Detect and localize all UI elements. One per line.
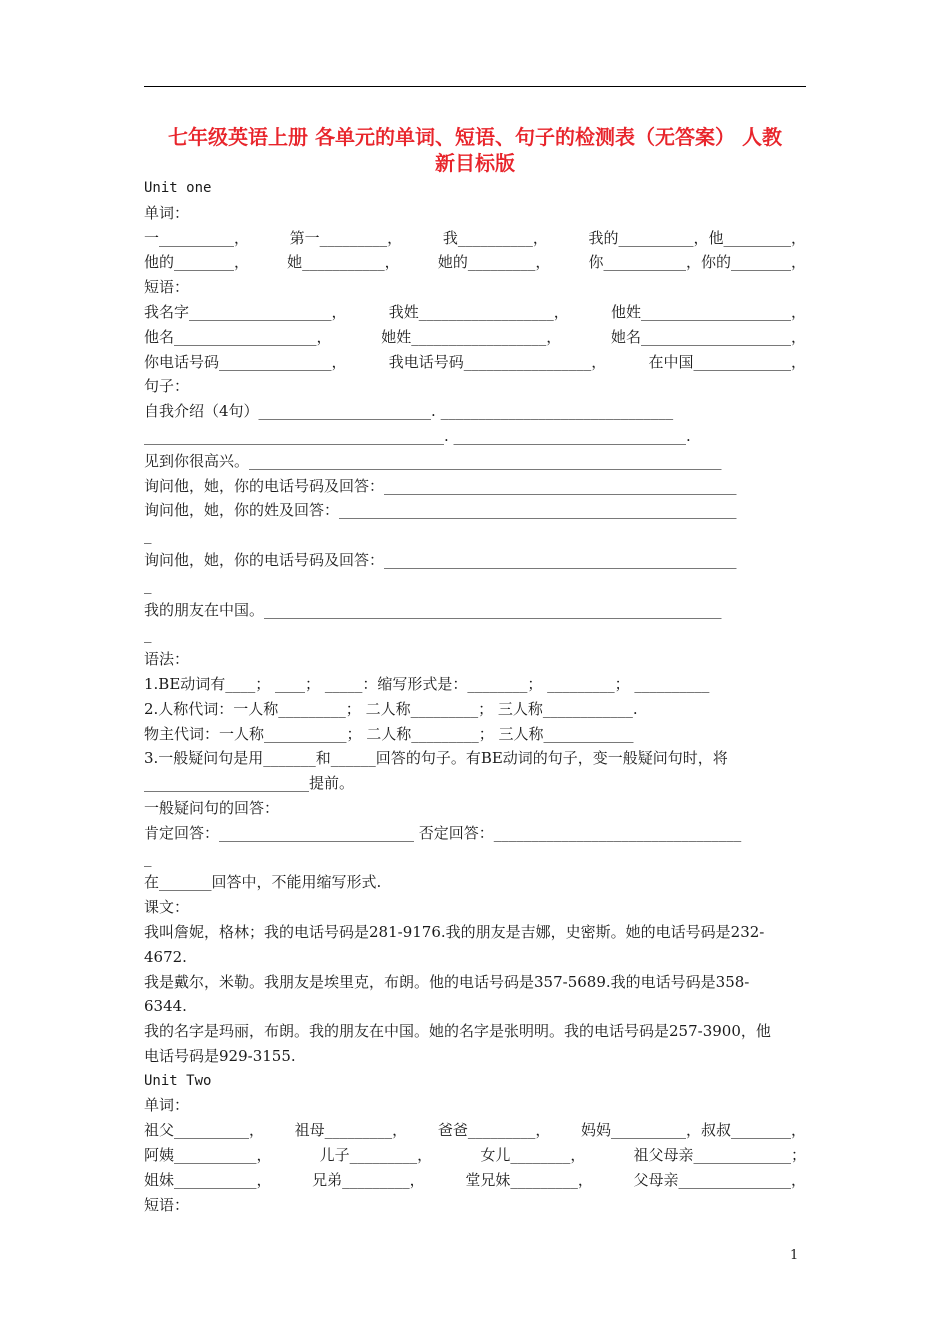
blank-item: 父母亲_______________， (633, 1170, 806, 1189)
sentence-friend-china: 我的朋友在中国。_____________________________________________________________ (144, 600, 722, 619)
phrase-row-2 (144, 325, 806, 350)
blank-item: 我名字___________________， (144, 302, 347, 321)
continuation-dash: _ (144, 625, 152, 644)
phrase-row-1 (144, 300, 806, 325)
sentence-ask-phone-2: 询问他，她，你的电话号码及回答：_______________________________________________ (144, 550, 737, 569)
blank-item: 我姓__________________， (388, 302, 569, 321)
blank-item: 他姓____________________， (610, 302, 806, 321)
text-paragraph-1-cont: 4672. (144, 947, 187, 966)
blank-item: 他名___________________， (144, 327, 332, 346)
grammar-answers: 肯定回答：__________________________ 否定回答：_________________________________ (144, 823, 742, 842)
blank-item: 姐妹___________， (144, 1170, 272, 1189)
grammar-yes-no-questions-cont: ______________________提前。 (144, 774, 355, 793)
unit-two-heading: Unit Two (144, 1072, 212, 1089)
text-paragraph-3: 我的名字是玛丽，布朗。我的朋友在中国。她的名字是张明明。我的电话号码是257-3900，他 (144, 1022, 771, 1041)
phrase-label: 短语： (144, 1195, 190, 1214)
vocab-label: 单词： (144, 1096, 190, 1115)
vocab-row-2 (144, 250, 806, 275)
continuation-dash: _ (144, 575, 152, 594)
grammar-answers-label: 一般疑问句的回答： (144, 798, 280, 817)
blank-item: 祖母_________， (294, 1121, 408, 1140)
blank-item: 女儿________， (480, 1146, 586, 1165)
vocab-row-1 (144, 226, 806, 251)
blank-item: 我电话号码_________________， (388, 352, 607, 371)
blank-item: 在中国_____________， (648, 352, 806, 371)
grammar-possessive-pronouns: 物主代词：一人称___________； 二人称_________； 三人称____________ (144, 724, 634, 743)
phrase-label: 短语： (144, 278, 190, 297)
title-line-1: 七年级英语上册 各单元的单词、短语、句子的检测表（无答案） 人教 (168, 125, 782, 149)
continuation-dash: _ (144, 848, 152, 867)
grammar-personal-pronouns: 2.人称代词：一人称_________； 二人称_________； 三人称____________. (144, 699, 638, 718)
header-rule (144, 86, 806, 87)
blank-item: 兄弟_________， (312, 1170, 425, 1189)
sentence-nice-to-meet: 见到你很高兴。_______________________________________________________________ (144, 451, 722, 470)
blank-item: 祖父母亲_____________； (633, 1146, 806, 1165)
blank-item: 她的_________， (437, 253, 551, 272)
blank-item: 你电话号码_______________， (144, 352, 347, 371)
text-paragraph-2: 我是戴尔，米勒。我朋友是埃里克，布朗。他的电话号码是357-5689.我的电话号码是358- (144, 972, 750, 991)
text-paragraph-2-cont: 6344. (144, 997, 187, 1016)
blank-item: 堂兄妹_________， (465, 1170, 593, 1189)
blank-item: 她名____________________， (610, 327, 806, 346)
blank-item: 爸爸_________， (437, 1121, 551, 1140)
blank-item: 祖父__________， (144, 1121, 265, 1140)
continuation-dash: _ (144, 526, 152, 545)
vocab-label: 单词： (144, 203, 190, 222)
blank-item: 你___________，你的________， (588, 253, 806, 272)
blank-item: 他的________， (144, 253, 250, 272)
sentence-ask-phone-1: 询问他，她，你的电话号码及回答：_______________________________________________ (144, 476, 737, 495)
document-title (144, 124, 806, 176)
sentence-self-intro-cont: ________________________________________. _______________________________. (144, 426, 691, 445)
blank-item: 儿子_________， (319, 1146, 433, 1165)
document-body (144, 176, 806, 1217)
grammar-be-verbs: 1.BE动词有____； ____； _____：缩写形式是：________； _________； __________ (144, 674, 710, 693)
blank-item: 妈妈__________，叔叔________， (580, 1121, 806, 1140)
grammar-label: 语法： (144, 650, 190, 669)
grammar-no-contraction: 在_______回答中，不能用缩写形式. (144, 873, 382, 892)
blank-item: 一__________， (144, 228, 250, 247)
sentence-label: 句子： (144, 377, 190, 396)
phrase-row-3 (144, 350, 806, 375)
blank-item: 我__________， (442, 228, 548, 247)
unit2-vocab-row-1 (144, 1118, 806, 1143)
sentence-self-intro: 自我介绍（4句）_______________________. _______________________________ (144, 402, 674, 421)
text-label: 课文： (144, 898, 190, 917)
blank-item: 她姓__________________， (381, 327, 562, 346)
text-paragraph-3-cont: 电话号码是929-3155. (144, 1046, 296, 1065)
sentence-ask-name: 询问他，她，你的姓及回答：_____________________________________________________ (144, 501, 737, 520)
blank-item: 第一_________， (289, 228, 403, 247)
blank-item: 阿姨___________， (144, 1146, 272, 1165)
unit-one-heading: Unit one (144, 180, 212, 196)
text-paragraph-1: 我叫詹妮，格林；我的电话号码是281-9176.我的朋友是吉娜，史密斯。她的电话号码是232- (144, 922, 765, 941)
unit2-vocab-row-2 (144, 1143, 806, 1168)
unit2-vocab-row-3 (144, 1168, 806, 1193)
title-line-2: 新目标版 (435, 151, 515, 175)
blank-item: 她___________， (287, 253, 400, 272)
page-number: 1 (790, 1248, 799, 1263)
blank-item: 我的__________，他_________， (588, 228, 806, 247)
grammar-yes-no-questions: 3.一般疑问句是用_______和______回答的句子。有BE动词的句子，变一般疑问句时，将 (144, 749, 728, 768)
